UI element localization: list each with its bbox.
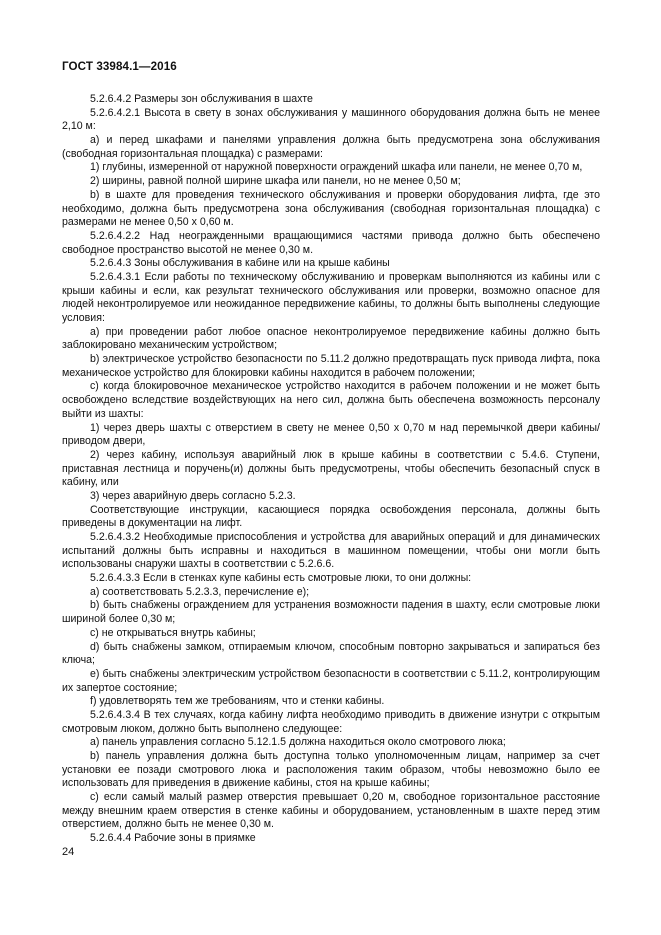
paragraph: с) не открываться внутрь кабины; [90,626,256,639]
paragraph: 2) ширины, равной полной ширине шкафа или панели, но не менее 0,50 м; [90,175,461,188]
paragraph: 3) через аварийную дверь согласно 5.2.3. [90,489,296,502]
paragraph: а) панель управления согласно 5.12.1.5 должна находиться около смотрового люка; [90,736,506,749]
page-number: 24 [62,846,75,858]
paragraph: 5.2.6.4.3.2 Необходимые приспособления и устройства для аварийных операций и для динамических испытаний должны быть исправны и находиться в машинном помещении, чтобы они могли быть использованы снаружи шахты в соответствии с 5.2.6.6. [62,531,600,571]
paragraph: b) быть снабжены ограждением для устранения возможности падения в шахту, если смотровые люки шириной более 0,30 м; [62,599,600,626]
paragraph: а) при проведении работ любое опасное неконтролируемое передвижение кабины должно быть заблокировано механическим устройством; [62,325,600,352]
document-body [62,93,600,846]
paragraph: а) соответствовать 5.2.3.3, перечисление e); [90,585,310,598]
paragraph: b) в шахте для проведения технического обслуживания и проверки оборудования лифта, где это необходимо, должна быть предусмотрена зона обслуживания (свободная горизонтальная площадка) с размерами не менее 0,50 х 0,60 м. [62,188,600,229]
paragraph: 5.2.6.4.2.2 Над неогражденными вращающимися частями привода должно быть обеспечено свободное пространство высотой не менее 0,30 м. [62,229,600,256]
paragraph: с) если самый малый размер отверстия превышает 0,20 м, свободное горизонтальное расстояние между внешним краем отверстия в стенке кабины и оборудованием, установленным в шахте перед этим отверстием, должно быть не менее 0,30 м. [62,791,600,831]
paragraph: b) панель управления должна быть доступна только уполномоченным лицам, например за счет установки ее позади смотрового люка и расположения таким образом, чтобы невозможно было ее использовать для приведения в движение кабины, стоя на крыше кабины; [62,750,600,790]
paragraph: а) и перед шкафами и панелями управления должна быть предусмотрена зона обслуживания (свободная горизонтальная площадка) с размерами: [62,134,600,160]
paragraph: 5.2.6.4.3.4 В тех случаях, когда кабину лифта необходимо приводить в движение изнутри с открытым смотровым люком, должно быть выполнено следующее: [62,708,600,735]
paragraph: 5.2.6.4.4 Рабочие зоны в приямке [90,832,256,845]
paragraph: 5.2.6.4.2 Размеры зон обслуживания в шахте [90,93,313,105]
paragraph: 5.2.6.4.3.1 Если работы по техническому обслуживанию и проверкам выполняются из кабины или с крыши кабины и если, как результат технического обслуживания или проверки, возможно опасное для людей неконтролируемое или неожиданное передвижение кабины, то должны быть выполнены следующие условия: [62,270,600,324]
paragraph: 1) глубины, измеренной от наружной поверхности ограждений шкафа или панели, не менее 0,70 м, [90,161,583,174]
paragraph: с) когда блокировочное механическое устройство находится в рабочем положении и не может быть освобождено вследствие воздействующих на него сил, должна быть обеспечена возможность персоналу выйти из шахты: [62,380,600,420]
paragraph: 1) через дверь шахты с отверстием в свету не менее 0,50 х 0,70 м над перемычкой двери кабины/приводом двери, [62,421,600,448]
paragraph: е) быть снабжены электрическим устройством безопасности в соответствии с 5.11.2, контролирующим их запертое состояние; [62,667,600,694]
paragraph: 5.2.6.4.2.1 Высота в свету в зонах обслуживания у машинного оборудования должна быть не менее 2,10 м: [62,106,600,133]
paragraph: d) быть снабжены замком, отпираемым ключом, способным повторно закрываться и запираться без ключа; [62,640,600,667]
paragraph: b) электрическое устройство безопасности по 5.11.2 должно предотвращать пуск привода лифта, пока механическое устройство для блокировки кабины находится в рабочем положении; [62,353,600,379]
paragraph: 5.2.6.4.3.3 Если в стенках купе кабины есть смотровые люки, то они должны: [90,572,472,585]
paragraph: f) удовлетворять тем же требованиям, что и стенки кабины. [90,695,385,708]
paragraph: Соответствующие инструкции, касающиеся порядка освобождения персонала, должны быть приведены в документации на лифт. [62,503,600,530]
paragraph: 2) через кабину, используя аварийный люк в крыше кабины в соответствии с 5.4.6. Ступени, приставная лестница и поручень(и) должны быть предусмотрены, чтобы обеспечить безопасный спуск в кабину, или [62,448,600,489]
paragraph: 5.2.6.4.3 Зоны обслуживания в кабине или на крыше кабины [90,257,390,270]
page-header-standard: ГОСТ 33984.1—2016 [62,60,177,73]
